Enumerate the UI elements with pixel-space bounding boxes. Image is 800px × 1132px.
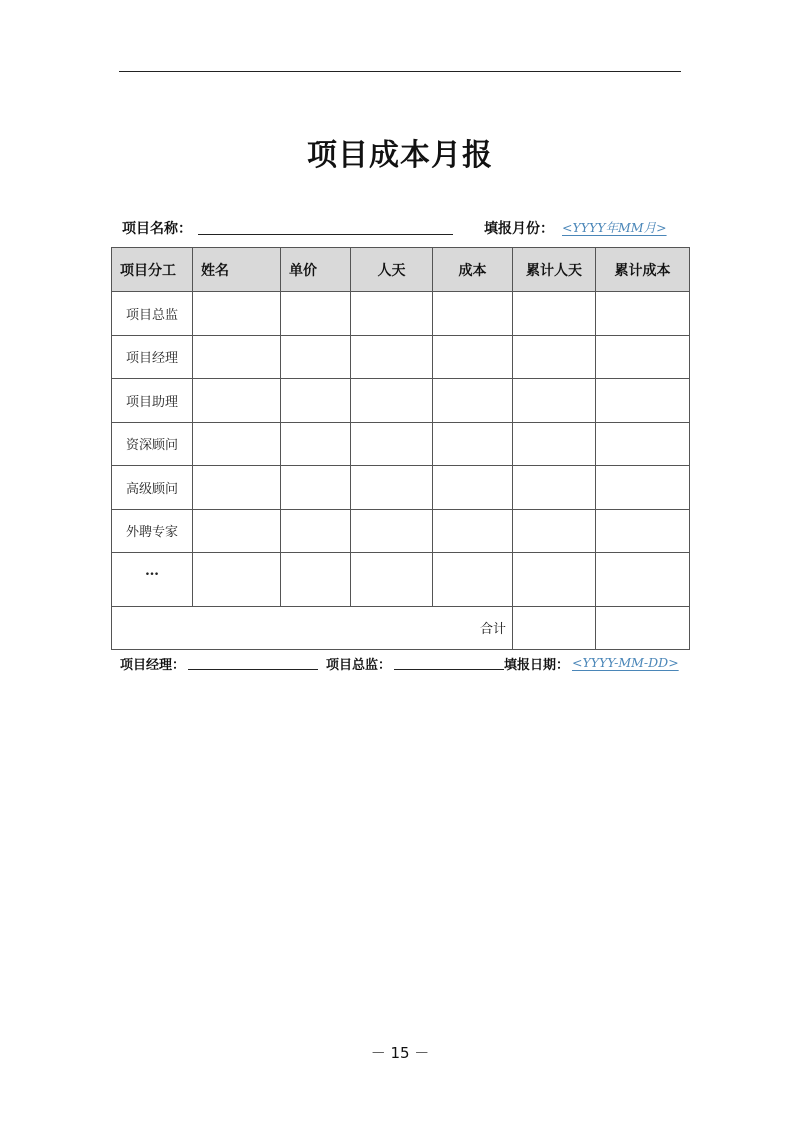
input-cell[interactable]: [513, 553, 596, 607]
report-meta-row: [122, 216, 682, 238]
role-cell: 项目助理: [112, 379, 193, 423]
table-row: [112, 553, 690, 607]
input-cell[interactable]: [193, 335, 281, 379]
role-cell: 资深顾问: [112, 422, 193, 466]
input-cell[interactable]: [513, 509, 596, 553]
signature-row: [120, 652, 680, 674]
director-field[interactable]: [394, 669, 504, 670]
cost-table: [111, 247, 690, 650]
input-cell[interactable]: [281, 335, 351, 379]
input-cell[interactable]: [193, 509, 281, 553]
project-name-field[interactable]: [198, 234, 453, 235]
role-cell: 项目经理: [112, 335, 193, 379]
input-cell[interactable]: [281, 292, 351, 336]
input-cell[interactable]: [596, 553, 690, 607]
input-cell[interactable]: [596, 292, 690, 336]
input-cell[interactable]: [433, 379, 513, 423]
input-cell[interactable]: [513, 335, 596, 379]
input-cell[interactable]: [281, 509, 351, 553]
input-cell[interactable]: [281, 553, 351, 607]
header-cost: 成本: [433, 248, 513, 292]
input-cell[interactable]: [596, 466, 690, 510]
input-cell[interactable]: [596, 422, 690, 466]
page-number: － 15 －: [370, 1044, 430, 1062]
input-cell[interactable]: [596, 509, 690, 553]
total-cost-cell[interactable]: [596, 606, 690, 650]
report-month-field[interactable]: <YYYY年MM月>: [562, 220, 667, 235]
input-cell[interactable]: [281, 379, 351, 423]
input-cell[interactable]: [351, 466, 433, 510]
table-row: [112, 335, 690, 379]
input-cell[interactable]: [193, 422, 281, 466]
input-cell[interactable]: [513, 292, 596, 336]
header-cumulative-cost: 累计成本: [596, 248, 690, 292]
table-row: [112, 379, 690, 423]
project-name-label: 项目名称：: [122, 221, 192, 237]
input-cell[interactable]: [351, 292, 433, 336]
input-cell[interactable]: [433, 553, 513, 607]
input-cell[interactable]: [513, 379, 596, 423]
input-cell[interactable]: [433, 509, 513, 553]
input-cell[interactable]: [351, 509, 433, 553]
header-name: 姓名: [193, 248, 281, 292]
table-row: [112, 466, 690, 510]
total-row: [112, 606, 690, 650]
input-cell[interactable]: [193, 292, 281, 336]
input-cell[interactable]: [596, 379, 690, 423]
input-cell[interactable]: [281, 422, 351, 466]
role-cell: 项目总监: [112, 292, 193, 336]
date-field[interactable]: <YYYY-MM-DD>: [572, 655, 679, 670]
input-cell[interactable]: [193, 553, 281, 607]
input-cell[interactable]: [351, 422, 433, 466]
role-cell: 外聘专家: [112, 509, 193, 553]
input-cell[interactable]: [433, 466, 513, 510]
table-row: [112, 509, 690, 553]
header-rule: [119, 71, 681, 72]
header-role: 项目分工: [112, 248, 193, 292]
total-label: 合计: [112, 606, 513, 650]
report-month-label: 填报月份：: [484, 221, 554, 237]
input-cell[interactable]: [433, 292, 513, 336]
manager-field[interactable]: [188, 669, 318, 670]
document-title: 项目成本月报: [307, 138, 493, 173]
input-cell[interactable]: [433, 335, 513, 379]
header-unit-price: 单价: [281, 248, 351, 292]
input-cell[interactable]: [513, 466, 596, 510]
header-person-days: 人天: [351, 248, 433, 292]
role-cell: …: [112, 553, 193, 607]
table-row: [112, 292, 690, 336]
role-cell: 高级顾问: [112, 466, 193, 510]
input-cell[interactable]: [193, 379, 281, 423]
input-cell[interactable]: [351, 335, 433, 379]
input-cell[interactable]: [351, 553, 433, 607]
input-cell[interactable]: [281, 466, 351, 510]
header-cumulative-days: 累计人天: [513, 248, 596, 292]
input-cell[interactable]: [513, 422, 596, 466]
input-cell[interactable]: [596, 335, 690, 379]
director-label: 项目总监：: [326, 658, 392, 673]
total-days-cell[interactable]: [513, 606, 596, 650]
input-cell[interactable]: [351, 379, 433, 423]
table-row: [112, 422, 690, 466]
date-label: 填报日期：: [504, 658, 570, 673]
table-header-row: [112, 248, 690, 292]
input-cell[interactable]: [433, 422, 513, 466]
manager-label: 项目经理：: [120, 658, 186, 673]
input-cell[interactable]: [193, 466, 281, 510]
